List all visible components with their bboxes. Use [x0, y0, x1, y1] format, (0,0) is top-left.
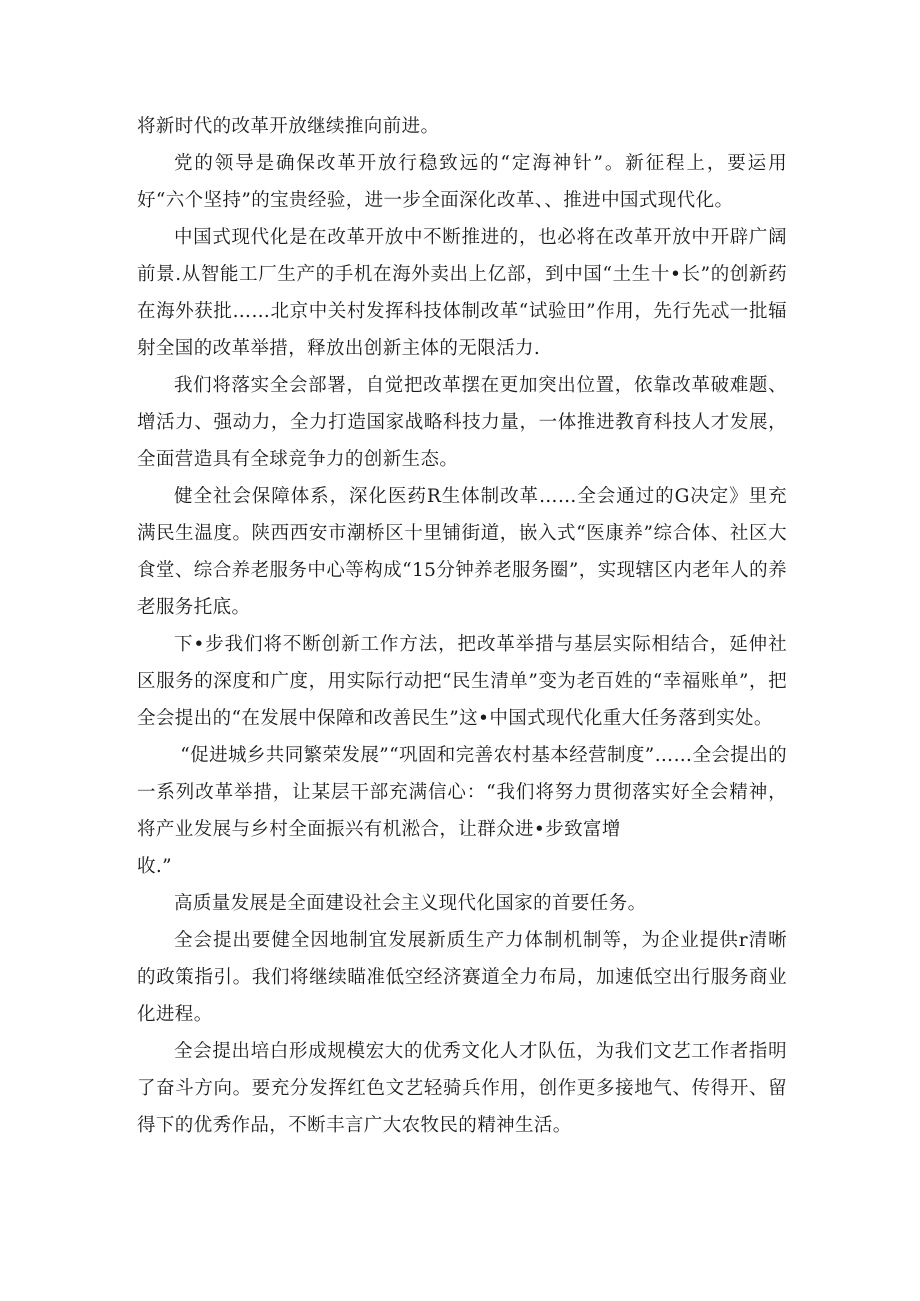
paragraph-2: 党的领导是确保改革开放行稳致远的“定海神针”。新征程上，要运用好“六个坚持”的宝贵经验，进一步全面深化改革、、推进中国式现代化。 [137, 153, 787, 211]
paragraph-3: 中国式现代化是在改革开放中不断推进的，也必将在改革开放中开辟广阔前景.从智能工厂生产的手机在海外卖出上亿部，到中国“土生十•长”的创新药在海外获批……北京中关村发挥科技体制改革“试验田”作用，先行先忒一批辐射全国的改革举措，释放出创新主体的无限活力. [137, 227, 787, 359]
paragraph-9: 全会提出要健全因地制宜发展新质生产力体制机制等，为企业提供r清晰的政策指引。我们将继续瞄准低空经济赛道全力布局，加速低空出行服务商业化进程。 [137, 930, 787, 1025]
paragraph-8: 高质量发展是全面建设社会主义现代化国家的首要任务。 [174, 893, 647, 914]
paragraph-5: 健全社会保障体系，深化医药R生体制改革……全会通过的G决定》里充满民生温度。陕西西安市潮桥区十里铺街道，嵌入式“医康养”综合体、社区大食堂、综合养老服务中心等构成“15分钟养老服务圈”，实现辖区内老年人的养老服务托底。 [137, 486, 787, 618]
paragraph-10: 全会提出培白形成规模宏大的优秀文化人才队伍，为我们文艺工作者指明了奋斗方向。要充分发挥红色文艺轻骑兵作用，创作更多接地气、传得开、留得下的优秀作品，不断丰言广大农牧民的精神生活。 [137, 1041, 787, 1136]
document-body [137, 108, 787, 1144]
paragraph-4: 我们将落实全会部署，自觉把改革摆在更加突出位置，依靠改革破难题、增活力、强动力，全力打造国家战略科技力量，一体推进教育科技人才发展，全面营造具有全球竞争力的创新生态。 [137, 375, 787, 470]
paragraph-7: “促进城乡共同繁荣发展”“巩固和完善农村基本经营制度”……全会提出的一系列改革举措，让某层干部充满信心：“我们将努力贯彻落实好全会精神，将产业发展与乡村全面振兴有机淞合，让群众进•步致富增 [137, 745, 788, 840]
paragraph-1: 将新时代的改革开放继续推向前进。 [137, 116, 440, 137]
paragraph-6: 下•步我们将不断创新工作方法，把改革举措与基层实际相结合，延伸社区服务的深度和广度，用实际行动把“民生清单”变为老百姓的“幸福账单”，把全会提出的“在发展中保障和改善民生”这•中国式现代化重大任务落到实处。 [137, 634, 787, 729]
paragraph-7-continuation: 收.” [137, 856, 173, 877]
